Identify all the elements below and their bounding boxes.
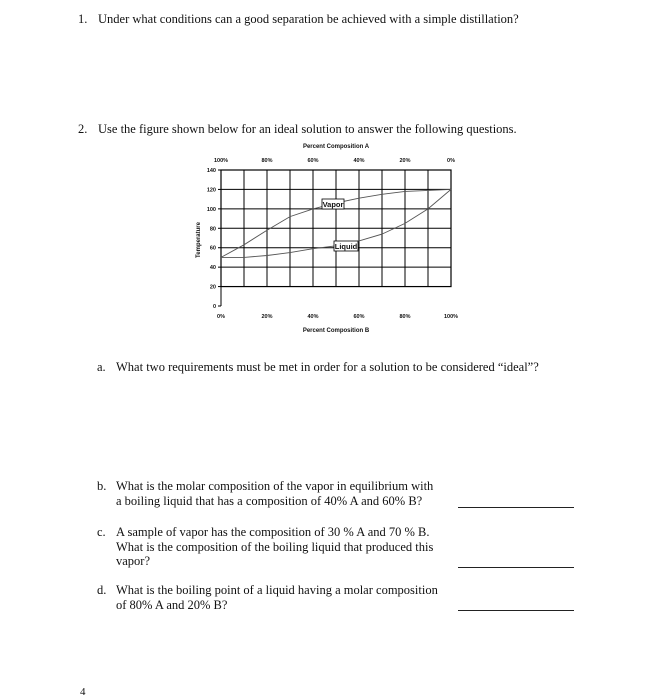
question-2-number: 2. [78, 122, 88, 136]
x-top-tick-label: 80% [261, 158, 273, 164]
y-tick-label: 140 [206, 168, 216, 174]
question-1-text: Under what conditions can a good separation be achieved with a simple distillation? [98, 12, 519, 26]
page-number: 4 [80, 686, 86, 698]
part-d [97, 583, 457, 615]
y-tick-label: 0 [212, 304, 216, 310]
y-tick-label: 100 [206, 206, 216, 213]
y-tick-label: 20 [209, 284, 216, 291]
part-c-line-2: What is the composition of the boiling liquid that produced this [116, 539, 434, 554]
part-c-letter: c. [97, 525, 106, 539]
x-top-tick-label: 0% [447, 158, 455, 164]
x-bottom-tick-label: 20% [261, 314, 273, 320]
x-bottom-tick-label: 40% [307, 314, 319, 320]
part-d-line-1: What is the boiling point of a liquid having a molar composition [116, 583, 438, 597]
y-tick-label: 60 [209, 245, 216, 252]
part-b-line-1: What is the molar composition of the vapor in equilibrium with [116, 479, 434, 493]
curve-label-vapor: Vapor [322, 200, 344, 209]
x-top-tick-label: 40% [353, 158, 365, 164]
part-a-text: What two requirements must be met in order for a solution to be considered “ideal”? [116, 360, 539, 374]
part-a [97, 360, 597, 376]
chart-y-label: Temperature [196, 222, 202, 258]
question-2-text: Use the figure shown below for an ideal solution to answer the following questions. [98, 122, 517, 136]
x-bottom-tick-label: 0% [217, 314, 225, 320]
part-c-line-3: vapor? [116, 554, 151, 568]
x-bottom-tick-label: 80% [399, 314, 411, 320]
chart-title: Percent Composition A [302, 144, 370, 150]
question-1-number: 1. [78, 12, 88, 26]
chart-ticks [207, 158, 458, 320]
part-c [97, 525, 457, 571]
x-top-tick-label: 60% [307, 158, 319, 164]
chart-x-label: Percent Composition B [302, 328, 370, 334]
part-b [97, 479, 457, 511]
part-c-line-1: A sample of vapor has the composition of 30 % A and 70 % B. [116, 525, 430, 539]
part-d-letter: d. [97, 583, 107, 597]
part-b-answer-line[interactable] [458, 507, 574, 508]
x-bottom-tick-label: 100% [443, 314, 459, 320]
curve-label-liquid: Liquid [334, 242, 358, 251]
x-bottom-tick-label: 60% [353, 314, 365, 320]
part-d-line-2: of 80% A and 20% B? [116, 597, 228, 612]
x-top-tick-label: 100% [213, 158, 229, 164]
part-d-answer-line[interactable] [458, 610, 574, 611]
y-tick-label: 40 [209, 265, 216, 272]
y-tick-label: 80 [209, 226, 216, 233]
y-tick-label: 120 [206, 187, 216, 194]
part-c-answer-line[interactable] [458, 567, 574, 568]
x-top-tick-label: 20% [399, 158, 411, 164]
part-a-letter: a. [97, 360, 106, 374]
part-b-line-2: a boiling liquid that has a composition of 40% A and 60% B? [116, 493, 423, 508]
part-b-letter: b. [97, 479, 107, 493]
